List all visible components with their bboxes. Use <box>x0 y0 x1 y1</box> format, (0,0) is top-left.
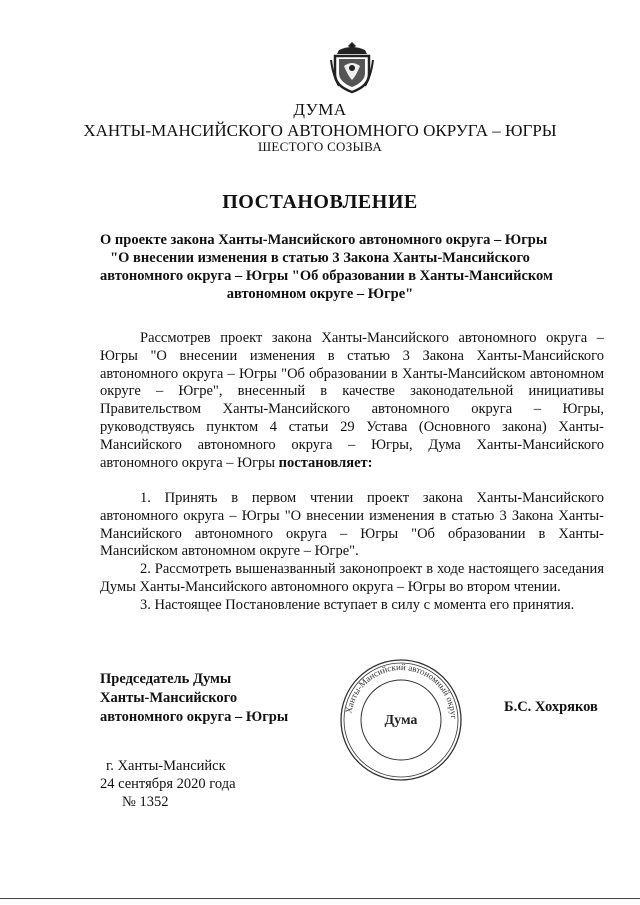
svg-text:Ханты-Мансийский автономный ок <box>343 662 459 720</box>
bottom-divider <box>0 898 640 899</box>
convocation: ШЕСТОГО СОЗЫВА <box>257 139 383 154</box>
position-line: автономного округа – Югры <box>100 709 289 725</box>
signatory-position <box>100 670 288 727</box>
coat-of-arms-icon <box>329 40 375 94</box>
preamble-text: Рассмотрев проект закона Ханты-Мансийского автономного округа – Югры "О внесении изменения в статью 3 Закона Ханты-Мансийского автономного округа – Югры "Об образовании в Ханты-Мансийском автономном округе – Югре", внесенный в качестве законодательной инициативы Правительством Ханты-Мансийского автономного округа – Югры, руководствуясь пунктом 4 статьи 29 Устава (Основного закона) Ханты-Мансийского автономного округа – Югры, Дума Ханты-Мансийского автономного округа – Югры <box>100 330 604 471</box>
document-subject <box>100 231 553 303</box>
subject-line: автономном округе – Югре" <box>226 286 414 302</box>
body-name: ДУМА <box>293 100 347 119</box>
signatory-name: Б.С. Хохряков <box>504 699 598 715</box>
resolution-item: 2. Рассмотреть вышеназванный законопроект в ходе настоящего заседания Думы Ханты-Мансийского автономного округа – Югры во втором чтении. <box>100 561 604 595</box>
place: г. Ханты-Мансийск <box>106 758 226 774</box>
stamp-center-text: Дума <box>384 713 418 728</box>
subject-line: О проекте закона Ханты-Мансийского автономного округа – Югры <box>100 232 548 248</box>
resolution-item: 1. Принять в первом чтении проект закона Ханты-Мансийского автономного округа – Югры "О внесении изменения в статью 3 Закона Ханты-Мансийского автономного округа – Югры "Об образовании в Ханты-Мансийском автономном округе – Югре". <box>100 490 604 560</box>
subject-line: "О внесении изменения в статью 3 Закона Ханты-Мансийского <box>110 250 530 266</box>
position-line: Ханты-Мансийского <box>100 690 238 706</box>
document-number: № 1352 <box>122 794 169 810</box>
official-stamp <box>336 655 466 785</box>
preamble <box>100 330 604 472</box>
resolution-item: 3. Настоящее Постановление вступает в силу с момента его принятия. <box>140 596 575 613</box>
document-footer <box>100 757 236 811</box>
date: 24 сентября 2020 года <box>100 776 236 792</box>
resolves-word: постановляет: <box>278 454 373 471</box>
region-name: ХАНТЫ-МАНСИЙСКОГО АВТОНОМНОГО ОКРУГА – ЮГРЫ <box>83 121 557 140</box>
subject-line: автономного округа – Югры "Об образовании в Ханты-Мансийском <box>100 268 553 284</box>
position-line: Председатель Думы <box>100 671 232 687</box>
resolution-items <box>100 490 604 615</box>
stamp-ring-text: Ханты-Мансийский автономный округ <box>343 661 460 720</box>
document-title: ПОСТАНОВЛЕНИЕ <box>222 191 418 213</box>
